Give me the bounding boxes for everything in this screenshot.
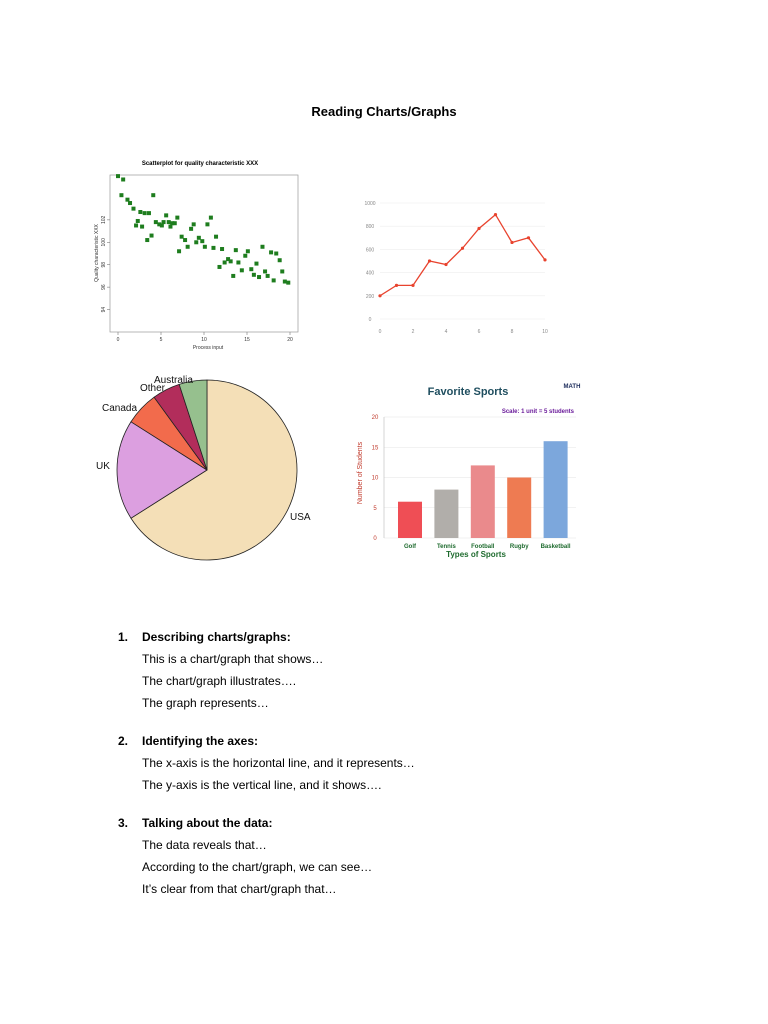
section-number: 3.: [118, 816, 129, 830]
section-describing: [118, 630, 678, 710]
x-tick-label: 0: [378, 329, 382, 335]
scatter-point: [220, 247, 224, 251]
bar-title: Favorite Sports: [427, 386, 509, 398]
line-point: [444, 263, 447, 266]
scatter-point: [138, 210, 142, 214]
scatter-point: [164, 213, 168, 217]
phrase: The y-axis is the vertical line, and it shows….: [142, 778, 382, 792]
scatter-point: [197, 236, 201, 240]
bar-category-label: Football: [471, 544, 495, 550]
phrase: The graph represents…: [142, 696, 269, 710]
scatter-point: [189, 227, 193, 231]
x-tick-label: 6: [477, 329, 481, 335]
y-tick-label: 1000: [364, 201, 376, 207]
scatter-point: [183, 238, 187, 242]
y-tick-label: 200: [365, 293, 375, 300]
scatter-point: [177, 249, 181, 253]
scatter-point: [180, 235, 184, 239]
bar: [507, 478, 531, 539]
pie-label: Australia: [154, 375, 193, 386]
pie-label: USA: [290, 512, 311, 523]
x-tick-label: 5: [159, 337, 163, 343]
line-point: [378, 294, 381, 297]
bar: [471, 465, 495, 538]
scatter-point: [243, 254, 247, 258]
scatter-point: [209, 216, 213, 220]
scatter-point: [283, 280, 287, 284]
line-point: [477, 227, 480, 230]
scatter-point: [246, 249, 250, 253]
section-heading: Talking about the data:: [142, 816, 273, 830]
scatter-point: [223, 260, 227, 264]
pie-label: UK: [96, 461, 110, 472]
line-point: [428, 259, 431, 262]
scatter-point: [128, 201, 132, 205]
scatter-point: [257, 275, 261, 279]
scatter-point: [234, 248, 238, 252]
y-tick-label: 20: [371, 415, 379, 421]
x-tick-label: 10: [201, 337, 207, 343]
scatter-point: [116, 174, 120, 178]
scatter-point: [147, 211, 151, 215]
scatter-point: [186, 245, 190, 249]
phrase: According to the chart/graph, we can see…: [142, 860, 373, 874]
scatter-point: [272, 278, 276, 282]
bar-category-label: Basketball: [540, 544, 571, 550]
line-series: [380, 215, 545, 296]
bar-chart: [350, 375, 590, 570]
phrase: This is a chart/graph that shows…: [142, 652, 324, 666]
scatter-point: [217, 265, 221, 269]
section-data: [118, 816, 678, 896]
scatter-point: [173, 221, 177, 225]
section-number: 2.: [118, 734, 129, 748]
scatter-point: [278, 258, 282, 262]
scatter-point: [269, 250, 273, 254]
y-tick-label: 96: [101, 284, 107, 290]
scatter-point: [205, 222, 209, 226]
scatter-point: [274, 252, 278, 256]
phrase-sections: [118, 630, 678, 920]
scatter-point: [145, 238, 149, 242]
bar: [544, 441, 568, 538]
scatter-point: [175, 216, 179, 220]
scatter-point: [260, 245, 264, 249]
section-axes: [118, 734, 678, 792]
pie-label: Other: [140, 383, 166, 394]
x-tick-label: 10: [542, 329, 548, 335]
scatter-point: [286, 281, 290, 285]
scatter-point: [214, 235, 218, 239]
scatter-point: [192, 222, 196, 226]
bar-ylabel: Number of Students: [357, 441, 364, 505]
y-tick-label: 15: [371, 445, 379, 452]
scatter-point: [162, 220, 166, 224]
y-tick-label: 0: [373, 536, 377, 542]
y-tick-label: 5: [373, 505, 377, 512]
scatter-point: [194, 240, 198, 244]
x-tick-label: 0: [116, 337, 120, 343]
scatter-title: Scatterplot for quality characteristic XXX: [141, 161, 259, 167]
y-tick-label: 600: [365, 247, 375, 254]
line-point: [395, 284, 398, 287]
scatter-point: [200, 239, 204, 243]
phrase: The x-axis is the horizontal line, and it represents…: [142, 756, 415, 770]
y-tick-label: 100: [101, 238, 107, 247]
scatter-point: [266, 274, 270, 278]
phrase: It’s clear from that chart/graph that…: [142, 882, 337, 896]
bar: [398, 502, 422, 538]
bar-scale-note: Scale: 1 unit = 5 students: [501, 409, 574, 415]
section-heading: Describing charts/graphs:: [142, 630, 291, 644]
scatter-point: [240, 268, 244, 272]
y-tick-label: 94: [101, 306, 107, 313]
scatter-point: [151, 193, 155, 197]
phrase: The chart/graph illustrates….: [142, 674, 297, 688]
bar-category-label: Rugby: [509, 544, 529, 550]
scatter-point: [249, 267, 253, 271]
line-point: [461, 247, 464, 250]
scatter-point: [131, 207, 135, 211]
phrase: The data reveals that…: [142, 838, 267, 852]
scatter-point: [150, 234, 154, 238]
section-number: 1.: [118, 630, 129, 644]
section-heading: Identifying the axes:: [142, 734, 259, 748]
scatter-point: [134, 223, 138, 227]
y-tick-label: 102: [101, 215, 107, 225]
scatter-point: [236, 260, 240, 264]
bar-category-label: Tennis: [436, 544, 456, 550]
y-tick-label: 0: [368, 317, 372, 323]
x-tick-label: 4: [444, 329, 448, 335]
bar: [434, 490, 458, 538]
x-tick-label: 20: [287, 337, 293, 343]
x-tick-label: 2: [411, 329, 415, 335]
line-point: [527, 236, 530, 239]
scatter-point: [119, 193, 123, 197]
scatter-point: [254, 262, 258, 266]
scatter-point: [203, 245, 207, 249]
scatter-ylabel: Quality characteristic XXX: [94, 224, 100, 282]
line-point: [411, 284, 414, 287]
scatter-point: [252, 273, 256, 277]
y-tick-label: 98: [101, 261, 107, 268]
scatter-point: [280, 269, 284, 273]
page-title: Reading Charts/Graphs: [311, 104, 457, 119]
scatter-point: [229, 259, 233, 263]
scatter-point: [140, 225, 144, 229]
scatter-point: [136, 219, 140, 223]
line-chart: [350, 195, 560, 340]
y-tick-label: 800: [365, 224, 375, 231]
scatter-chart: [90, 155, 310, 355]
line-point: [510, 241, 513, 244]
pie-chart: [90, 370, 330, 560]
scatter-point: [231, 274, 235, 278]
line-point: [494, 213, 497, 216]
x-tick-label: 8: [510, 329, 514, 335]
bar-category-label: Golf: [404, 544, 416, 550]
scatter-point: [143, 211, 147, 215]
scatter-point: [263, 269, 267, 273]
scatter-xlabel: Process input: [192, 345, 224, 351]
scatter-point: [121, 177, 125, 181]
scatter-point: [211, 246, 215, 250]
y-tick-label: 400: [365, 270, 375, 277]
bar-xlabel: Types of Sports: [446, 550, 506, 559]
y-tick-label: 10: [371, 475, 379, 482]
brand-logo: MATH: [563, 384, 581, 390]
scatter-point: [154, 220, 158, 224]
line-point: [543, 258, 546, 261]
pie-label: Canada: [102, 403, 138, 414]
x-tick-label: 15: [244, 337, 250, 343]
scatter-point: [167, 220, 171, 224]
